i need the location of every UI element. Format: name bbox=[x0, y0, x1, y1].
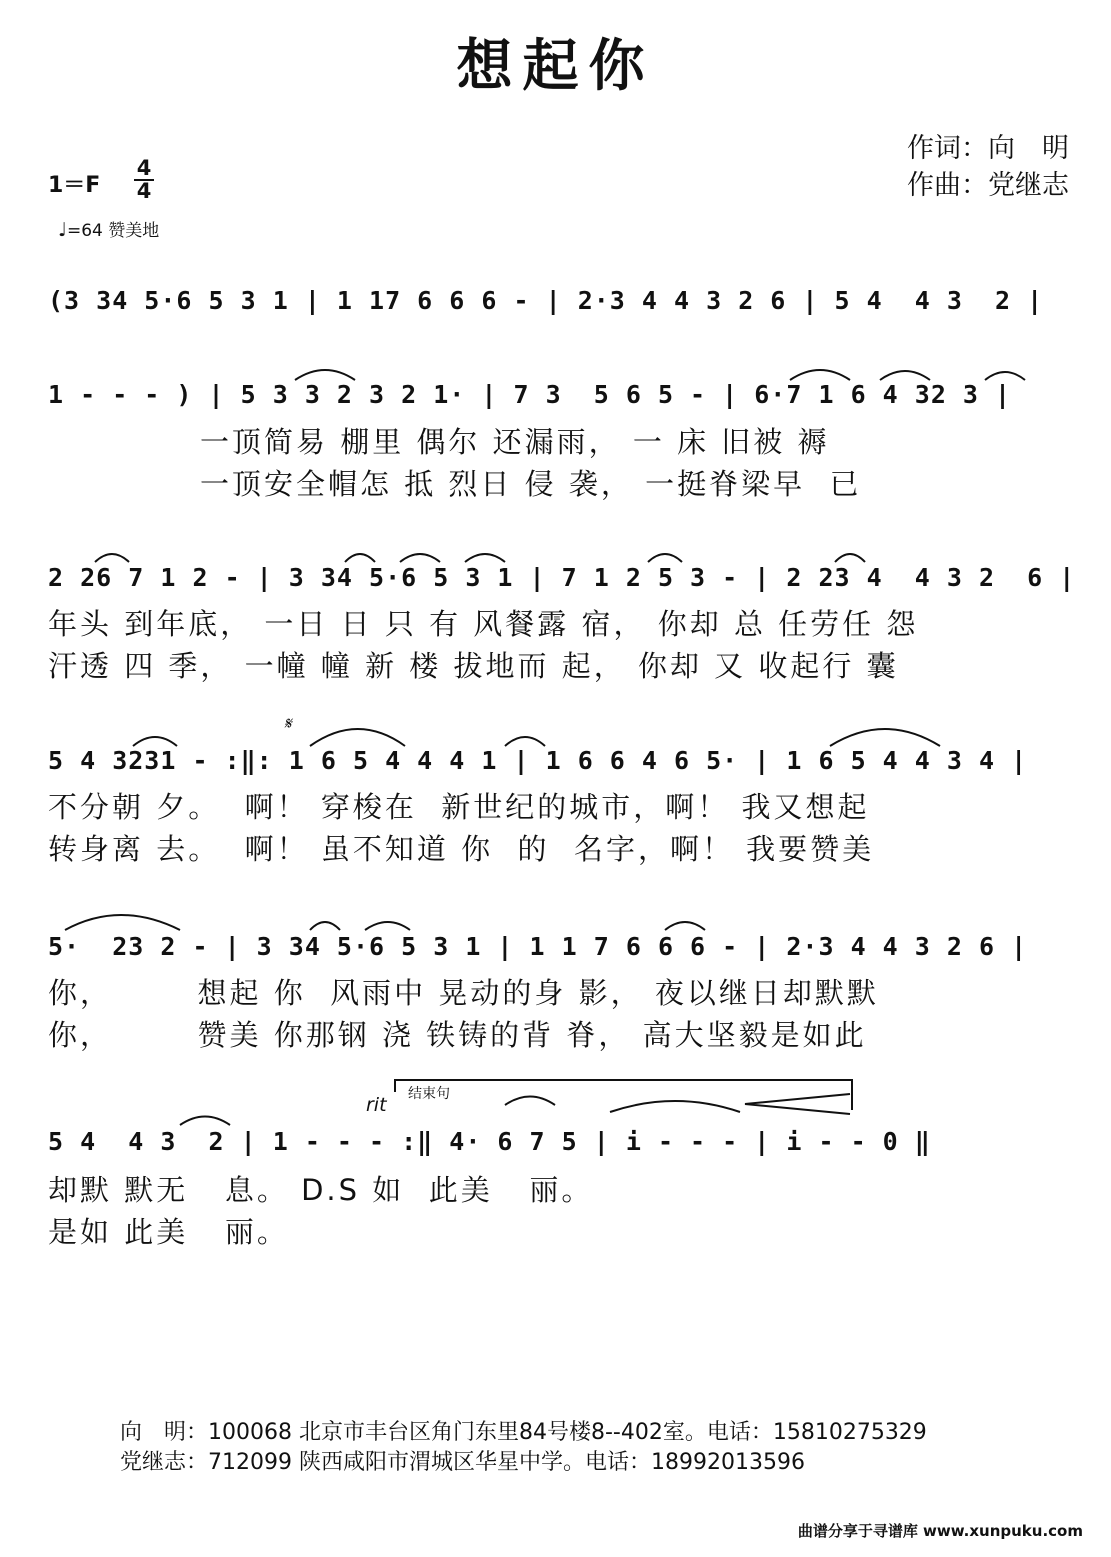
slur bbox=[985, 372, 1025, 380]
ending-bracket bbox=[395, 1080, 852, 1110]
slur bbox=[295, 370, 355, 380]
notation-line-5: 5· 23 2 - | 3 34 5·6 5 3 1 | 1 1 7 6 6 6 - | 2·3 4 4 3 2 6 | bbox=[48, 932, 1028, 961]
lyric-line-3-verse-2: 汗透 四 季， 一幢 幢 新 楼 拔地而 起， 你却 又 收起行 囊 bbox=[48, 649, 899, 683]
slur bbox=[835, 554, 865, 562]
lyric-line-4-verse-1: 不分朝 夕。 啊！ 穿梭在 新世纪的城市，啊！ 我又想起 bbox=[48, 790, 870, 824]
notation-line-2: 1 - - - ) | 5 3 3 2 3 2 1· | 7 3 5 6 5 - | 6·7 1 6 4 32 3 | bbox=[48, 380, 1012, 409]
notation-line-4: 5 4 3231 - :‖: 1 6 5 4 4 4 1 | 1 6 6 4 6 5· | 1 6 5 4 4 3 4 | bbox=[48, 746, 1028, 775]
slur bbox=[790, 370, 850, 380]
slur bbox=[400, 554, 440, 562]
decrescendo-hairpin bbox=[745, 1094, 850, 1114]
slur bbox=[665, 922, 705, 930]
quarter-note-icon: ♩ bbox=[58, 219, 67, 241]
lyric-line-2-verse-2: 一顶安全帽怎 抵 烈日 侵 袭， 一挺脊梁早 已 bbox=[200, 467, 862, 501]
slur bbox=[65, 915, 180, 930]
ending-label: 结束句 bbox=[408, 1086, 450, 1102]
notation-line-1: (3 34 5·6 5 3 1 | 1 17 6 6 6 - | 2·3 4 4 3 2 6 | 5 4 4 3 2 | bbox=[48, 286, 1044, 315]
slur bbox=[505, 1097, 555, 1106]
lyric-line-6-verse-2: 是如 此美 丽。 bbox=[48, 1215, 289, 1249]
slur bbox=[880, 371, 930, 380]
time-signature-top: 4 bbox=[136, 156, 152, 180]
slur bbox=[830, 729, 940, 746]
lyric-line-5-verse-2: 你， 赞美 你那钢 浇 铁铸的背 脊， 高大坚毅是如此 bbox=[48, 1018, 867, 1052]
contact-info bbox=[120, 1418, 927, 1478]
page-title: 想起你 bbox=[456, 33, 655, 99]
slur bbox=[310, 922, 340, 930]
lyricist-credit: 作词：向 明 bbox=[907, 133, 1069, 164]
slur bbox=[310, 729, 405, 746]
lyric-line-6-verse-1: 却默 默无 息。 D.S 如 此美 丽。 bbox=[48, 1173, 594, 1207]
slur bbox=[610, 1101, 740, 1112]
slur bbox=[95, 554, 129, 562]
contact-composer: 党继志：712099 陕西咸阳市渭城区华星中学。电话：18992013596 bbox=[120, 1450, 805, 1475]
tempo-value: =64 bbox=[66, 221, 103, 241]
composer-credit: 作曲：党继志 bbox=[907, 170, 1069, 201]
slur bbox=[505, 737, 545, 746]
slur bbox=[365, 922, 410, 930]
lyric-line-4-verse-2: 转身离 去。 啊！ 虽不知道 你 的 名字，啊！ 我要赞美 bbox=[48, 832, 875, 866]
time-signature-bottom: 4 bbox=[136, 179, 152, 203]
site-watermark: 曲谱分享于寻谱库 www.xunpuku.com bbox=[797, 1522, 1083, 1540]
slur bbox=[648, 554, 682, 562]
lyric-line-5-verse-1: 你， 想起 你 风雨中 晃动的身 影， 夜以继日却默默 bbox=[48, 976, 879, 1010]
segno-sign: 𝄋 bbox=[284, 714, 292, 734]
contact-lyricist: 向 明：100068 北京市丰台区角门东里84号楼8--402室。电话：15810275329 bbox=[120, 1420, 927, 1445]
lyric-line-3-verse-1: 年头 到年底， 一日 日 只 有 风餐露 宿， 你却 总 任劳任 怨 bbox=[48, 607, 919, 641]
notation-line-3: 2 26 7 1 2 - | 3 34 5·6 5 3 1 | 7 1 2 5 3 - | 2 23 4 4 3 2 6 | bbox=[48, 563, 1076, 592]
lyric-line-2-verse-1: 一顶简易 棚里 偶尔 还漏雨， 一 床 旧被 褥 bbox=[200, 425, 830, 459]
notation-line-6: 5 4 4 3 2 | 1 - - - :‖ 4· 6 7 5 | i - - - | i - - 0 ‖ bbox=[48, 1127, 931, 1156]
rit-mark: rit bbox=[366, 1094, 387, 1116]
slur bbox=[465, 554, 505, 562]
slur bbox=[133, 737, 177, 746]
key-signature: 1＝F bbox=[48, 173, 101, 198]
slur bbox=[180, 1117, 230, 1126]
tempo-expression: 赞美地 bbox=[108, 221, 160, 241]
slur bbox=[345, 554, 375, 562]
